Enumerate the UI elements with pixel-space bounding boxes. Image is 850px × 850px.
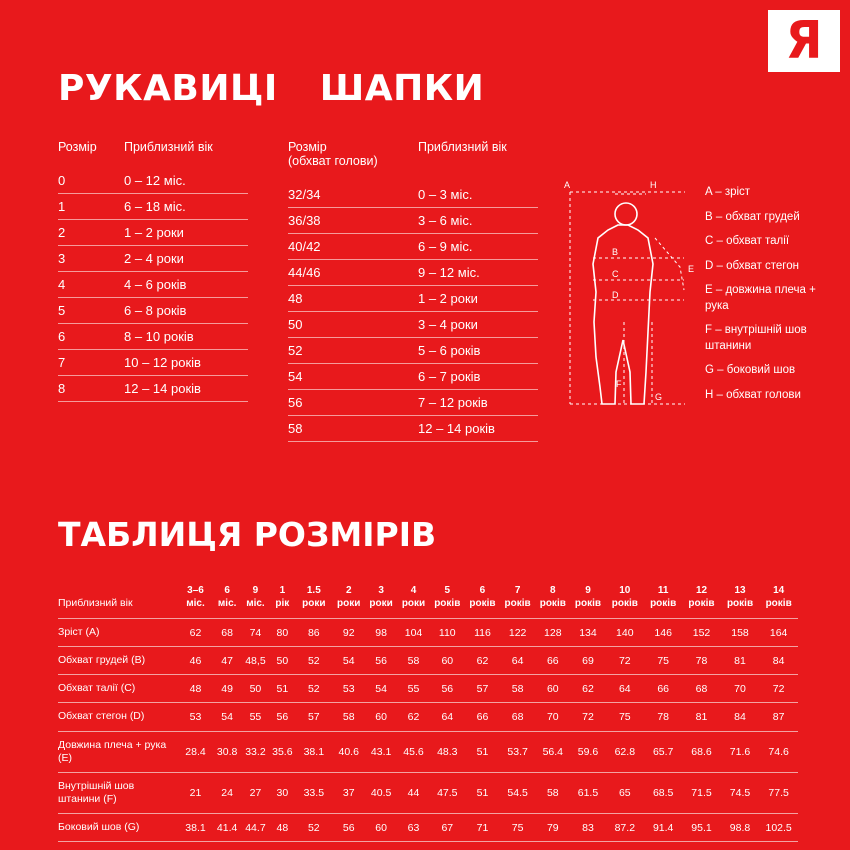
sizes-table-cell: 71 xyxy=(465,814,500,842)
sizes-table-cell: 53.7 xyxy=(500,731,535,772)
sizes-table-row-label: Внутрішній шов штанини (F) xyxy=(58,772,178,813)
sizes-table-row xyxy=(58,772,798,813)
sizes-table-column-header: 5 років xyxy=(430,578,465,619)
sizes-table-cell: 33.5 xyxy=(295,772,332,813)
hats-header-size-sub: (обхват голови) xyxy=(288,154,378,168)
hats-row-size: 54 xyxy=(288,369,303,384)
hats-row xyxy=(288,416,538,442)
gloves-row-size: 4 xyxy=(58,277,66,292)
sizes-table-cell: 40.5 xyxy=(365,772,397,813)
sizes-table-cell: 92 xyxy=(333,619,365,647)
sizes-table-cell: 51 xyxy=(465,731,500,772)
sizes-table-cell: 55 xyxy=(397,675,429,703)
legend-item: C – обхват талії xyxy=(705,235,790,248)
sizes-table-cell: 50 xyxy=(241,675,269,703)
sizes-table-cell: 62 xyxy=(397,703,429,731)
sizes-table-cell: 38.1 xyxy=(295,731,332,772)
sizes-table-cell: 54.5 xyxy=(500,772,535,813)
hats-header-size-main: Розмір xyxy=(288,140,327,154)
gloves-size-table xyxy=(58,140,248,402)
gloves-header-size: Розмір xyxy=(58,140,97,154)
sizes-table-cell: 158 xyxy=(721,619,760,647)
sizes-table-cell: 55 xyxy=(241,703,269,731)
sizes-table-column-header: 14 років xyxy=(759,578,798,619)
hats-row xyxy=(288,286,538,312)
sizes-table-cell: 53 xyxy=(333,675,365,703)
sizes-table-cell: 122 xyxy=(500,619,535,647)
mark-D: D xyxy=(612,290,619,300)
hats-row xyxy=(288,234,538,260)
sizes-table-cell: 54 xyxy=(213,703,241,731)
sizes-table-row-label: Обхват стегон (D) xyxy=(58,703,178,731)
sizes-table-cell: 110 xyxy=(430,619,465,647)
hats-row-size: 50 xyxy=(288,317,303,332)
sizes-table-column-header: 9 років xyxy=(570,578,605,619)
hats-row-age: 3 – 4 роки xyxy=(418,317,478,332)
sizes-table-column-header: 7 років xyxy=(500,578,535,619)
gloves-row xyxy=(58,246,248,272)
mark-C: C xyxy=(612,269,619,279)
hats-row-age: 3 – 6 міс. xyxy=(418,213,473,228)
hats-row-size: 36/38 xyxy=(288,213,321,228)
sizes-table-cell: 95.1 xyxy=(682,814,721,842)
hats-row-age: 6 – 9 міс. xyxy=(418,239,473,254)
body-measurement-diagram xyxy=(560,172,705,422)
mark-A: A xyxy=(564,180,571,190)
sizes-table-cell: 71.5 xyxy=(682,772,721,813)
hats-row-size: 52 xyxy=(288,343,303,358)
sizes-table-column-header: 13 років xyxy=(721,578,760,619)
gloves-row-age: 2 – 4 роки xyxy=(124,251,184,266)
sizes-table-column-header: 8 років xyxy=(535,578,570,619)
sizes-table-cell: 27 xyxy=(241,772,269,813)
sizes-table-cell: 128 xyxy=(535,619,570,647)
sizes-table-column-header: 12 років xyxy=(682,578,721,619)
sizes-table-cell: 70 xyxy=(721,675,760,703)
hats-row-size: 58 xyxy=(288,421,303,436)
sizes-table-cell: 64 xyxy=(500,647,535,675)
sizes-table-cell: 81 xyxy=(682,703,721,731)
sizes-table-cell: 66 xyxy=(644,675,682,703)
gloves-title: РУКАВИЦІ xyxy=(58,68,278,109)
sizes-table-cell: 66 xyxy=(465,703,500,731)
sizes-table-cell: 64 xyxy=(606,675,645,703)
hats-row xyxy=(288,260,538,286)
sizes-table-cell: 59.6 xyxy=(570,731,605,772)
sizes-table-corner-label: Приблизний вік xyxy=(58,578,178,619)
gloves-row xyxy=(58,168,248,194)
sizes-table-cell: 30.8 xyxy=(213,731,241,772)
sizes-table-cell: 43.1 xyxy=(365,731,397,772)
sizes-table-cell: 74.6 xyxy=(759,731,798,772)
brand-logo xyxy=(768,10,840,72)
hats-row-age: 1 – 2 роки xyxy=(418,291,478,306)
gloves-row-size: 0 xyxy=(58,173,66,188)
gloves-row-age: 12 – 14 років xyxy=(124,381,201,396)
sizes-table-cell: 98.8 xyxy=(721,814,760,842)
mark-G: G xyxy=(655,392,663,402)
sizes-table-cell: 72 xyxy=(606,647,645,675)
gloves-row-age: 0 – 12 міс. xyxy=(124,173,186,188)
section-titles xyxy=(58,68,484,109)
sizes-table-cell: 45.6 xyxy=(397,731,429,772)
sizes-table-cell: 68 xyxy=(213,619,241,647)
hats-row xyxy=(288,312,538,338)
gloves-row-age: 8 – 10 років xyxy=(124,329,194,344)
sizes-table-cell: 104 xyxy=(397,619,429,647)
sizes-table-cell: 62.8 xyxy=(606,731,645,772)
legend-item: G – боковий шов xyxy=(705,364,796,377)
gloves-row xyxy=(58,376,248,402)
sizes-table-cell: 71.6 xyxy=(721,731,760,772)
gloves-row-size: 6 xyxy=(58,329,66,344)
sizes-table-cell: 69 xyxy=(570,647,605,675)
sizes-table-cell: 67 xyxy=(430,814,465,842)
logo-glyph: Я xyxy=(785,11,823,71)
sizes-table-cell: 75 xyxy=(500,814,535,842)
sizes-table-cell: 70 xyxy=(535,703,570,731)
gloves-row xyxy=(58,350,248,376)
sizes-table-column-header: 11 років xyxy=(644,578,682,619)
sizes-table-cell: 61.5 xyxy=(570,772,605,813)
gloves-row-size: 8 xyxy=(58,381,66,396)
sizes-table-cell: 84 xyxy=(721,703,760,731)
sizes-table-cell: 78 xyxy=(644,703,682,731)
sizes-table-cell: 49 xyxy=(213,675,241,703)
sizes-table-cell: 57 xyxy=(465,675,500,703)
measurement-legend xyxy=(705,185,835,412)
sizes-table-cell: 87.2 xyxy=(606,814,645,842)
sizes-table-cell: 38.1 xyxy=(178,814,213,842)
hats-row xyxy=(288,208,538,234)
sizes-table-cell: 41.4 xyxy=(213,814,241,842)
sizes-table-cell: 54 xyxy=(333,647,365,675)
gloves-row xyxy=(58,298,248,324)
hats-table-header xyxy=(288,140,538,168)
sizes-table-cell: 53 xyxy=(178,703,213,731)
sizes-table-cell: 56 xyxy=(333,814,365,842)
gloves-header-age: Приблизний вік xyxy=(124,140,213,154)
hats-row-age: 0 – 3 міс. xyxy=(418,187,473,202)
sizes-table-row-label: Зріст (A) xyxy=(58,619,178,647)
sizes-table-cell: 60 xyxy=(430,647,465,675)
sizes-table-cell: 48.3 xyxy=(430,731,465,772)
sizes-table-cell: 102.5 xyxy=(759,814,798,842)
sizes-table-cell: 50 xyxy=(270,647,296,675)
sizes-table-cell: 44.7 xyxy=(241,814,269,842)
gloves-row xyxy=(58,324,248,350)
gloves-row-age: 1 – 2 роки xyxy=(124,225,184,240)
sizes-table-cell: 57 xyxy=(295,703,332,731)
sizes-table-column-header: 2 роки xyxy=(333,578,365,619)
sizes-table-cell: 46 xyxy=(178,647,213,675)
sizes-table-row-label: Обхват талії (C) xyxy=(58,675,178,703)
sizes-table-cell: 68.6 xyxy=(682,731,721,772)
sizes-table-cell: 152 xyxy=(682,619,721,647)
gloves-row xyxy=(58,220,248,246)
gloves-row xyxy=(58,194,248,220)
sizes-table-cell: 81 xyxy=(721,647,760,675)
sizes-table-cell: 140 xyxy=(606,619,645,647)
sizes-table-cell: 98 xyxy=(365,619,397,647)
sizes-table-cell: 84 xyxy=(759,647,798,675)
sizes-table-cell: 52 xyxy=(295,814,332,842)
sizes-table-cell: 56 xyxy=(270,703,296,731)
sizes-table-cell: 62 xyxy=(570,675,605,703)
sizes-table-cell: 48 xyxy=(178,675,213,703)
sizes-table-cell: 80 xyxy=(270,619,296,647)
gloves-table-header xyxy=(58,140,248,154)
sizes-table-cell: 62 xyxy=(178,619,213,647)
sizes-table-cell: 56 xyxy=(430,675,465,703)
gloves-row-age: 6 – 18 міс. xyxy=(124,199,186,214)
gloves-row xyxy=(58,272,248,298)
hats-row xyxy=(288,390,538,416)
hats-row-age: 6 – 7 років xyxy=(418,369,481,384)
sizes-table-header-row xyxy=(58,578,798,619)
sizes-table-cell: 47 xyxy=(213,647,241,675)
gloves-row-size: 3 xyxy=(58,251,66,266)
legend-item: E – довжина плеча + рука xyxy=(705,284,816,312)
sizes-table-cell: 146 xyxy=(644,619,682,647)
sizes-table-cell: 72 xyxy=(759,675,798,703)
sizes-table-cell: 51 xyxy=(465,772,500,813)
sizes-table-cell: 83 xyxy=(570,814,605,842)
sizes-table-cell: 164 xyxy=(759,619,798,647)
sizes-table-column-header: 3 роки xyxy=(365,578,397,619)
sizes-table-cell: 79 xyxy=(535,814,570,842)
gloves-row-age: 4 – 6 років xyxy=(124,277,187,292)
sizes-table-column-header: 9 міс. xyxy=(241,578,269,619)
sizes-table-cell: 58 xyxy=(333,703,365,731)
sizes-table-column-header: 3–6 міс. xyxy=(178,578,213,619)
hats-title: ШАПКИ xyxy=(319,68,485,109)
sizes-table-cell: 24 xyxy=(213,772,241,813)
mark-B: B xyxy=(612,247,619,257)
sizes-table-cell: 48 xyxy=(270,814,296,842)
hats-header-size xyxy=(288,140,418,168)
sizes-table-cell: 28.4 xyxy=(178,731,213,772)
sizes-table-cell: 54 xyxy=(365,675,397,703)
sizes-table-cell: 134 xyxy=(570,619,605,647)
sizes-table-cell: 72 xyxy=(570,703,605,731)
mark-F: F xyxy=(616,379,622,389)
sizes-table-cell: 68.5 xyxy=(644,772,682,813)
mark-E: E xyxy=(688,264,695,274)
hats-row-size: 40/42 xyxy=(288,239,321,254)
sizes-table-row xyxy=(58,619,798,647)
sizes-table-cell: 78 xyxy=(682,647,721,675)
sizes-table-cell: 33.2 xyxy=(241,731,269,772)
sizes-table-cell: 48,5 xyxy=(241,647,269,675)
sizes-table-cell: 68 xyxy=(500,703,535,731)
sizes-table-row xyxy=(58,703,798,731)
gloves-row-age: 10 – 12 років xyxy=(124,355,201,370)
sizes-table-cell: 63 xyxy=(397,814,429,842)
legend-item: D – обхват стегон xyxy=(705,259,799,272)
sizes-table-cell: 86 xyxy=(295,619,332,647)
legend-item: F – внутрішній шов штанини xyxy=(705,324,807,352)
sizes-table-cell: 52 xyxy=(295,647,332,675)
sizes-table-cell: 60 xyxy=(365,814,397,842)
sizes-table-cell: 77.5 xyxy=(759,772,798,813)
sizes-table-cell: 91.4 xyxy=(644,814,682,842)
sizes-table-column-header: 1 рік xyxy=(270,578,296,619)
sizes-table-row-label: Довжина плеча + рука (E) xyxy=(58,731,178,772)
hats-row-age: 5 – 6 років xyxy=(418,343,481,358)
sizes-table-column-header: 1.5 роки xyxy=(295,578,332,619)
sizes-table-row-label: Боковий шов (G) xyxy=(58,814,178,842)
hats-row-age: 12 – 14 років xyxy=(418,421,495,436)
hats-row-size: 48 xyxy=(288,291,303,306)
gloves-row-size: 1 xyxy=(58,199,66,214)
hats-row-size: 56 xyxy=(288,395,303,410)
gloves-row-size: 5 xyxy=(58,303,66,318)
sizes-table-cell: 40.6 xyxy=(333,731,365,772)
sizes-table-cell: 44 xyxy=(397,772,429,813)
sizes-table-cell: 74 xyxy=(241,619,269,647)
legend-item: B – обхват грудей xyxy=(705,210,800,223)
mark-H: H xyxy=(650,180,657,190)
sizes-table-cell: 56 xyxy=(365,647,397,675)
sizes-table-cell: 75 xyxy=(644,647,682,675)
legend-item: H – обхват голови xyxy=(705,388,801,401)
sizes-table-cell: 60 xyxy=(535,675,570,703)
sizes-table-cell: 65.7 xyxy=(644,731,682,772)
sizes-table-cell: 75 xyxy=(606,703,645,731)
hats-row-size: 44/46 xyxy=(288,265,321,280)
sizes-table xyxy=(58,578,798,842)
sizes-table-cell: 62 xyxy=(465,647,500,675)
sizes-table-cell: 87 xyxy=(759,703,798,731)
hats-row xyxy=(288,364,538,390)
hats-row-age: 7 – 12 років xyxy=(418,395,488,410)
sizes-table-row xyxy=(58,647,798,675)
gloves-row-age: 6 – 8 років xyxy=(124,303,187,318)
sizes-table-cell: 58 xyxy=(397,647,429,675)
sizes-table-cell: 74.5 xyxy=(721,772,760,813)
sizes-table-row-label: Обхват грудей (B) xyxy=(58,647,178,675)
sizes-table-cell: 51 xyxy=(270,675,296,703)
sizes-table-cell: 35.6 xyxy=(270,731,296,772)
sizes-table-cell: 52 xyxy=(295,675,332,703)
sizes-table-column-header: 6 років xyxy=(465,578,500,619)
sizes-table-cell: 56.4 xyxy=(535,731,570,772)
sizes-table-cell: 21 xyxy=(178,772,213,813)
sizes-table-cell: 58 xyxy=(500,675,535,703)
sizes-table-cell: 68 xyxy=(682,675,721,703)
sizes-table-cell: 64 xyxy=(430,703,465,731)
hats-size-table xyxy=(288,140,538,442)
gloves-row-size: 7 xyxy=(58,355,66,370)
sizes-table-title: ТАБЛИЦЯ РОЗМІРІВ xyxy=(58,515,437,554)
body-figure-svg xyxy=(560,172,705,422)
legend-item: A – зріст xyxy=(705,186,751,198)
sizes-table-cell: 66 xyxy=(535,647,570,675)
sizes-table-row xyxy=(58,814,798,842)
sizes-table-cell: 58 xyxy=(535,772,570,813)
sizes-table-row xyxy=(58,731,798,772)
hats-row xyxy=(288,182,538,208)
sizes-table-column-header: 4 роки xyxy=(397,578,429,619)
sizes-table-cell: 116 xyxy=(465,619,500,647)
sizes-table-cell: 65 xyxy=(606,772,645,813)
sizes-table-column-header: 6 міс. xyxy=(213,578,241,619)
sizes-table-cell: 30 xyxy=(270,772,296,813)
hats-row-age: 9 – 12 міс. xyxy=(418,265,480,280)
sizes-table-column-header: 10 років xyxy=(606,578,645,619)
hats-row xyxy=(288,338,538,364)
gloves-row-size: 2 xyxy=(58,225,66,240)
hats-row-size: 32/34 xyxy=(288,187,321,202)
sizes-table-cell: 60 xyxy=(365,703,397,731)
sizes-table-cell: 37 xyxy=(333,772,365,813)
hats-header-age: Приблизний вік xyxy=(418,140,507,154)
sizes-table-row xyxy=(58,675,798,703)
sizes-table-cell: 47.5 xyxy=(430,772,465,813)
